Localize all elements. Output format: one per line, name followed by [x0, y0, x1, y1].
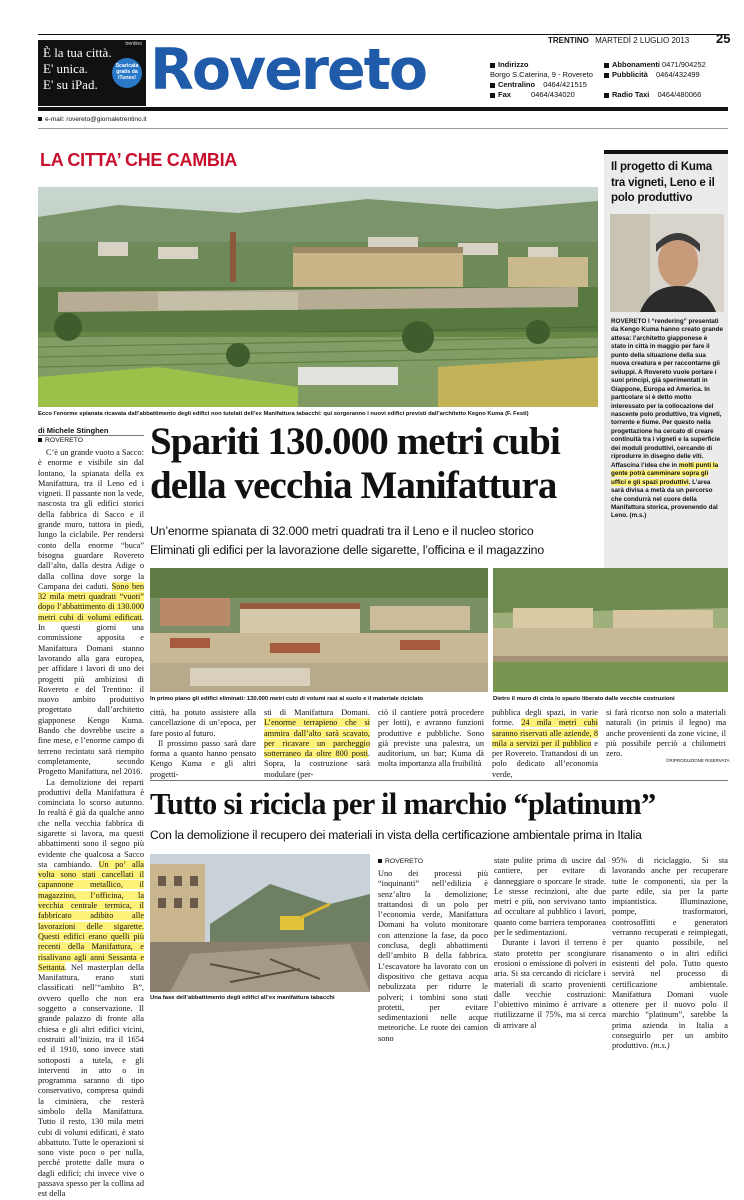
- issue-date: MARTEDÌ 2 LUGLIO 2013: [595, 36, 690, 45]
- article1-col4: ciò il cantiere potrà procedere per lotti), e avranno funzioni produttive e pubbliche. Sono già previste una palestra, un auditorium, un bar; Kuma dà molta importanza alla fruibilità: [378, 708, 484, 769]
- promo-line: E' su iPad.: [43, 77, 98, 92]
- contacts-right: [604, 60, 706, 100]
- byline-rule: [38, 435, 144, 436]
- masthead-title: Rovereto: [150, 37, 427, 103]
- photo-right: [493, 568, 728, 692]
- article1-col6: si farà ricorso non solo a materiali naturali (in primis il legno) ma anche provenienti da zone vicine, il più possibile perciò a chilometri zero.: [606, 708, 726, 759]
- headline-line: della vecchia Manifattura: [150, 464, 557, 507]
- wall-photo-illustration: [493, 568, 728, 692]
- town-photo-illustration: [150, 568, 488, 692]
- promo-line: È la tua città.: [43, 45, 112, 60]
- photo-right-caption: Dietro il muro di cinta lo spazio liberato dalle vecchie costruzioni: [493, 696, 675, 702]
- main-photo-caption: Ecco l’enorme spianata ricavata dall’abbattimento degli edifici non tutelati dell’ex Manifattura tabacchi: qui sorgeranno i nuovi edifici previsti dall’architetto Kegno Kuma (F. Festi): [38, 411, 529, 417]
- sidebar-portrait-photo: [610, 214, 724, 312]
- article1-col3: sti di Manifattura Domani. L’enorme terrapieno che si ammira dall’alto sarà scavato, per ricavare un parcheggio sotterraneo da oltre 800 posti. Sopra, la costruzione sarà modulare (per-: [264, 708, 370, 779]
- article1-col5: pubblica degli spazi, in varie forme. 24 mila metri cubi saranno riservati alle aziende, 8 mila a servizi per il pubblico e per Rovereto. Trattandosi di un polo dedicato all’economia verde,: [492, 708, 598, 779]
- subhead-line: Un’enorme spianata di 32.000 metri quadrati tra il Leno e il nucleo storico: [150, 524, 534, 538]
- aerial-photo-illustration: [38, 187, 598, 407]
- contacts-left: [490, 60, 593, 100]
- kicker: LA CITTA’ CHE CAMBIA: [40, 150, 237, 170]
- sidebar-text: ROVERETO I “rendering” presentati da Kengo Kuma hanno creato grande attesa: l’architetto giapponese è stato in città in maggio per fare il punto della situazione della sua nuova creatura e per raccontarne gli sviluppi. A Rovereto vuole portare i suoi principi, già sperimentati in Giappone, Europa ed America. In particolare si è detto molto interessato per la collocazione del nascente polo produttivo, tra vigneti, torrente e fiume. Per questo nella progettazione ha cercato di creare continuità tra i vigneti e la superficie dei moduli produttivi, cercando di riprodurre in disegno delle viti. Affascina l’idea che in molti punti la gente potrà camminare sopra gli uffici e gli spazi produttivi. L’area sarà divisa a metà da un percorso che condurrà nel cuore della Manifattura storica, provenendo dal Leno. (m.s.): [611, 318, 723, 520]
- contact-row: Abbonamenti 0471/904252: [604, 60, 706, 70]
- page-number: 25: [716, 31, 731, 46]
- article1-col1: C’è un grande vuoto a Sacco: è enorme e visibile sin dal lontano, la spianata della ex Manifattura, tra il Leno ed i vigneti. Il passante non la vede, nascosta tra gli edifici storici della fabbrica di Sacco e il grande muro, tuttora in piedi, lungo la ciclabile. Per rendersi conto della enorme “buca” bisogna guardare Rovereto dall’alto, dalla destra Adige o dalla collina dove sorge la Campana dei caduti. Sono ben 32 mila metri quadrati “vuoti” dopo l’abbattimento di 130.000 metri cubi di volumi edificati. In questi giorni una commissione apposita e Manifattura Domani stanno lavorando alla gara europea, per affidare i lavori di uno dei progetti più ambiziosi di Rovereto e del Trentino: il nuovo ambito produttivo progettato dall’architetto giapponese Kengo Kuma. Bando che dovrebbe uscire a fine mese, e l’enorme campo di terreno recintato sarà riempito completamente, secondo Progetto Manifattura, nel 2016. La demolizione dei reparti produttivi della Manifattura è cominciata lo scorso autunno. In realtà è già da qualche anno che nella vecchia fabbrica di sigarette si lavora, ma questi abbattimenti sono il segno più evidente che qualcosa a Sacco sta cambiando. Un po’ alla volta sono stati cancellati il capannone metallico, il magazzino, l’officina, la vecchia centrale termica, il fabbricato adibito alle lavorazioni delle sigarette. Questi edifici erano quelli più recenti della Manifattura, e risalivano agli anni Sessanta e Settanta. Nel masterplan della Manifattura, erano stati classificati nell’“ambito B”, ovvero quello che non era soggetto a conservazione. Il grande palazzo di fronte alla chiesa e gli altri edifici vicini, costruiti all’inizio, tra il 1654 ed il 1910, sono invece stati sottoposti a tutela, e gli interventi in atto o in programma saranno di tipo conservativo, compresa quindi la ciminiera, che resterà simbolo della Manifattura. Tutto il resto, 130 mila metri cubi di volumi edificati, è stato abbattuto. Tutte le operazioni si sono viste poco o per nulla, perché protette dalle mura o dagli edifici; chi invece vive o passava spesso per la collina ad est della: [38, 448, 144, 1199]
- article2-top-rule: [150, 780, 728, 781]
- subhead-line: Eliminati gli edifici per la lavorazione delle sigarette, l’officina e il magazzino: [150, 543, 544, 557]
- article2-signature: (m.s.): [650, 1041, 670, 1051]
- contact-row: Fax 0464/434020: [490, 90, 593, 100]
- header-thin-rule: [38, 128, 728, 129]
- section-name: TRENTINO: [548, 36, 589, 45]
- headline-1: [150, 420, 560, 508]
- demolition-photo-illustration: [150, 854, 370, 992]
- dateline: ROVERETO: [38, 437, 83, 444]
- promo-line: E' unica.: [43, 61, 88, 76]
- sidebar-title: Il progetto di Kuma tra vigneti, Leno e il polo produttivo: [611, 161, 715, 204]
- promo-brand: trentino: [125, 41, 142, 47]
- article2-dateline: ROVERETO: [378, 858, 423, 865]
- ipad-promo-box[interactable]: [38, 40, 146, 106]
- promo-text: [43, 45, 112, 93]
- article2-headline: Tutto si ricicla per il marchio “platinum”: [150, 787, 656, 821]
- byline: di Michele Stinghen: [38, 426, 109, 435]
- email-line: e-mail: rovereto@giornaletrentino.it: [38, 116, 147, 123]
- contact-row: Pubblicità 0464/432499: [604, 70, 706, 80]
- contact-row: Radio Taxi 0464/480066: [604, 90, 706, 100]
- article2-photo: [150, 854, 370, 992]
- article2-subhead: Con la demolizione il recupero dei materiali in vista della certificazione ambientale prima in Italia: [150, 828, 642, 842]
- contact-row: Indirizzo: [490, 60, 593, 70]
- article2-col2: state pulite prima di uscire dal cantiere, per evitare di danneggiare o sporcare le strade. Le stesse recinzioni, alte due metri e più, non servivano tanto ad occultare al pubblico i lavori, quanto come barriera temporanea per le sedimentazioni. Durante i lavori il terreno è stato protetto per scongiurare erosioni o emissione di polveri in aria. Si sta cercando di riciclare i materiali di scarto provenienti dalle vecchie costruzioni: l’obiettivo minimo è arrivare a riutilizzarne il 75%, ma si cerca di arrivare al: [494, 856, 606, 1030]
- sidebar-top-rule: [604, 150, 728, 154]
- promo-badge: Scaricala gratis da iTunes!: [112, 58, 142, 88]
- architect-portrait: [610, 214, 724, 312]
- photo-left-caption: In primo piano gli edifici eliminati: 130.000 metri cubi di volumi rasi al suolo e il materiale riciclato: [150, 696, 424, 702]
- contact-row: Borgo S.Caterina, 9 - Rovereto: [490, 70, 593, 79]
- article2-photo-caption: Una fase dell’abbattimento degli edifici all’ex manifattura tabacchi: [150, 995, 335, 1001]
- subhead-1: [150, 522, 544, 560]
- header-thick-rule: [38, 107, 728, 111]
- contact-row: Centralino 0464/421515: [490, 80, 593, 90]
- header-dateline: [548, 36, 689, 45]
- reproduction-notice: ©RIPRODUZIONE RISERVATA: [666, 758, 730, 763]
- main-photo: [38, 187, 598, 407]
- photo-left: [150, 568, 488, 692]
- article2-col3: 95% di riciclaggio. Si sta lavorando anche per recuperare tutte le componenti, sia per la parte edile, sia per la parte impiantistica. Illuminazione, pompe, trasformatori, controsoffitti e generatori verranno recuperati e reimpiegati, per quanto possibile, nel risanamento o in altri edifici esistenti del polo. Tutto questo servirà nel processo di certificazione ambientale. Manifattura Domani vuole ottenere per il nuovo polo il marchio “platinum”, sarebbe la prima azienda in Italia a conseguirlo per un ambito produttivo. (m.s.): [612, 856, 728, 1051]
- article2-col1: Uno dei processi più “inquinanti” nell’edilizia è senz’altro la demolizione; trattandosi di un polo per l’economia verde, Manifattura Domani ha voluto monitorare con attenzione la fase, da poco conclusa, degli abbattimenti dell’ambito B della fabbrica. L’escavatore ha lavorato con un dispositivo che gettava acqua nebulizzata per ridurre le polveri; i tombini sono stati protetti, per evitare sedimentazioni nelle acque meteoriche. Le ruote dei camion sono: [378, 869, 488, 1043]
- article1-col2: città, ha potuto assistere alla cancellazione di un’epoca, per fare posto al futuro. Il prossimo passo sarà dare forma a quanto hanno pensato Kengo Kuma e gli altri progetti-: [150, 708, 256, 779]
- headline-line: Spariti 130.000 metri cubi: [150, 420, 560, 463]
